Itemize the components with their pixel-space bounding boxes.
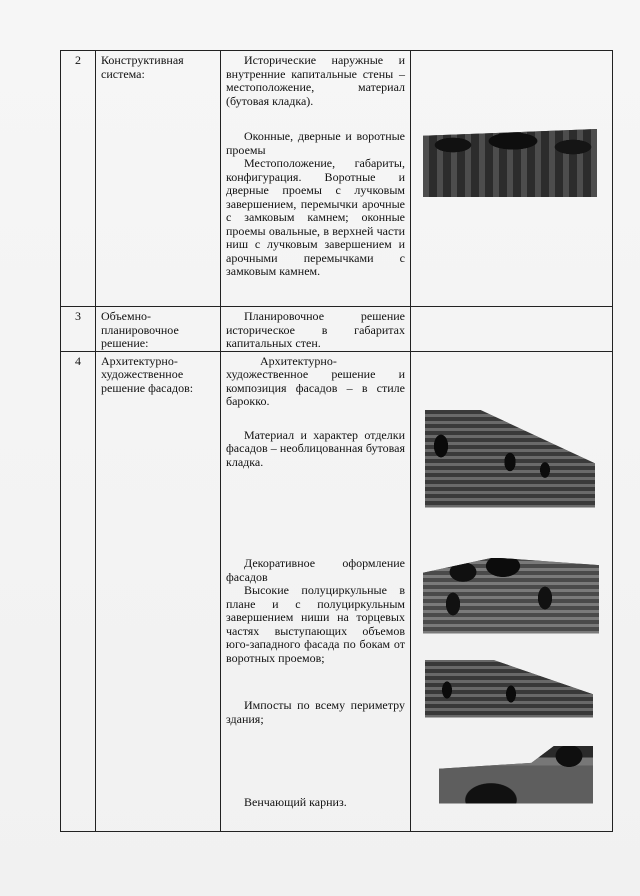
row-number: 4 bbox=[61, 351, 96, 831]
row-number: 2 bbox=[61, 51, 96, 307]
row-description bbox=[221, 51, 411, 307]
row-heading: Архитектурно-художественное решение фасадов: bbox=[96, 351, 221, 831]
paragraph: Планировочное решение историческое в габаритах капитальных стен. bbox=[226, 309, 405, 350]
table-row bbox=[61, 51, 613, 307]
row-heading: Объемно-планировочное решение: bbox=[96, 307, 221, 352]
paragraph: Венчающий карниз. bbox=[244, 795, 347, 809]
paragraph: Оконные, дверные и воротные проемы bbox=[226, 129, 405, 157]
table-row bbox=[61, 307, 613, 352]
protected-elements-table bbox=[60, 50, 613, 832]
paragraph: Архитектурно-художественное решение и композиция фасадов – в стиле барокко. bbox=[226, 353, 405, 408]
cornice-photo-icon bbox=[439, 746, 593, 804]
paragraph: Материал и характер отделки фасадов – необлицованная бутовая кладка. bbox=[226, 427, 405, 469]
row-heading: Конструктивная система: bbox=[96, 51, 221, 307]
row-description bbox=[221, 307, 411, 352]
row-illustration bbox=[411, 351, 613, 831]
paragraph: Местоположение, габариты, конфигурация. Воротные и дверные проемы с лучковым завершением, перемычки арочные с замковым камнем; оконные проемы овальные, в верхней части ниш с лучковым завершением и арочными перемычками с замковым камнем. bbox=[226, 156, 405, 278]
row-description bbox=[221, 351, 411, 831]
paragraph: Импосты по всему периметру здания; bbox=[226, 698, 405, 726]
imposts-photo-icon bbox=[425, 660, 593, 718]
row-number: 3 bbox=[61, 307, 96, 352]
row-illustration bbox=[411, 51, 613, 307]
paragraph: Исторические наружные и внутренние капитальные стены – местоположение, материал (бутовая кладка). bbox=[226, 53, 405, 108]
facade-niches-photo-icon bbox=[423, 558, 599, 634]
building-facade-photo-icon bbox=[423, 129, 597, 197]
paragraph: Высокие полуциркульные в плане и с полуциркульным завершением ниши на торцевых частях выступающих объемов юго-западного фасада по бокам от воротных проемов; bbox=[226, 583, 405, 665]
table-row bbox=[61, 351, 613, 831]
row-illustration bbox=[411, 307, 613, 352]
stone-wall-niches-photo-icon bbox=[425, 410, 595, 508]
paragraph: Декоративное оформление фасадов bbox=[226, 556, 405, 584]
